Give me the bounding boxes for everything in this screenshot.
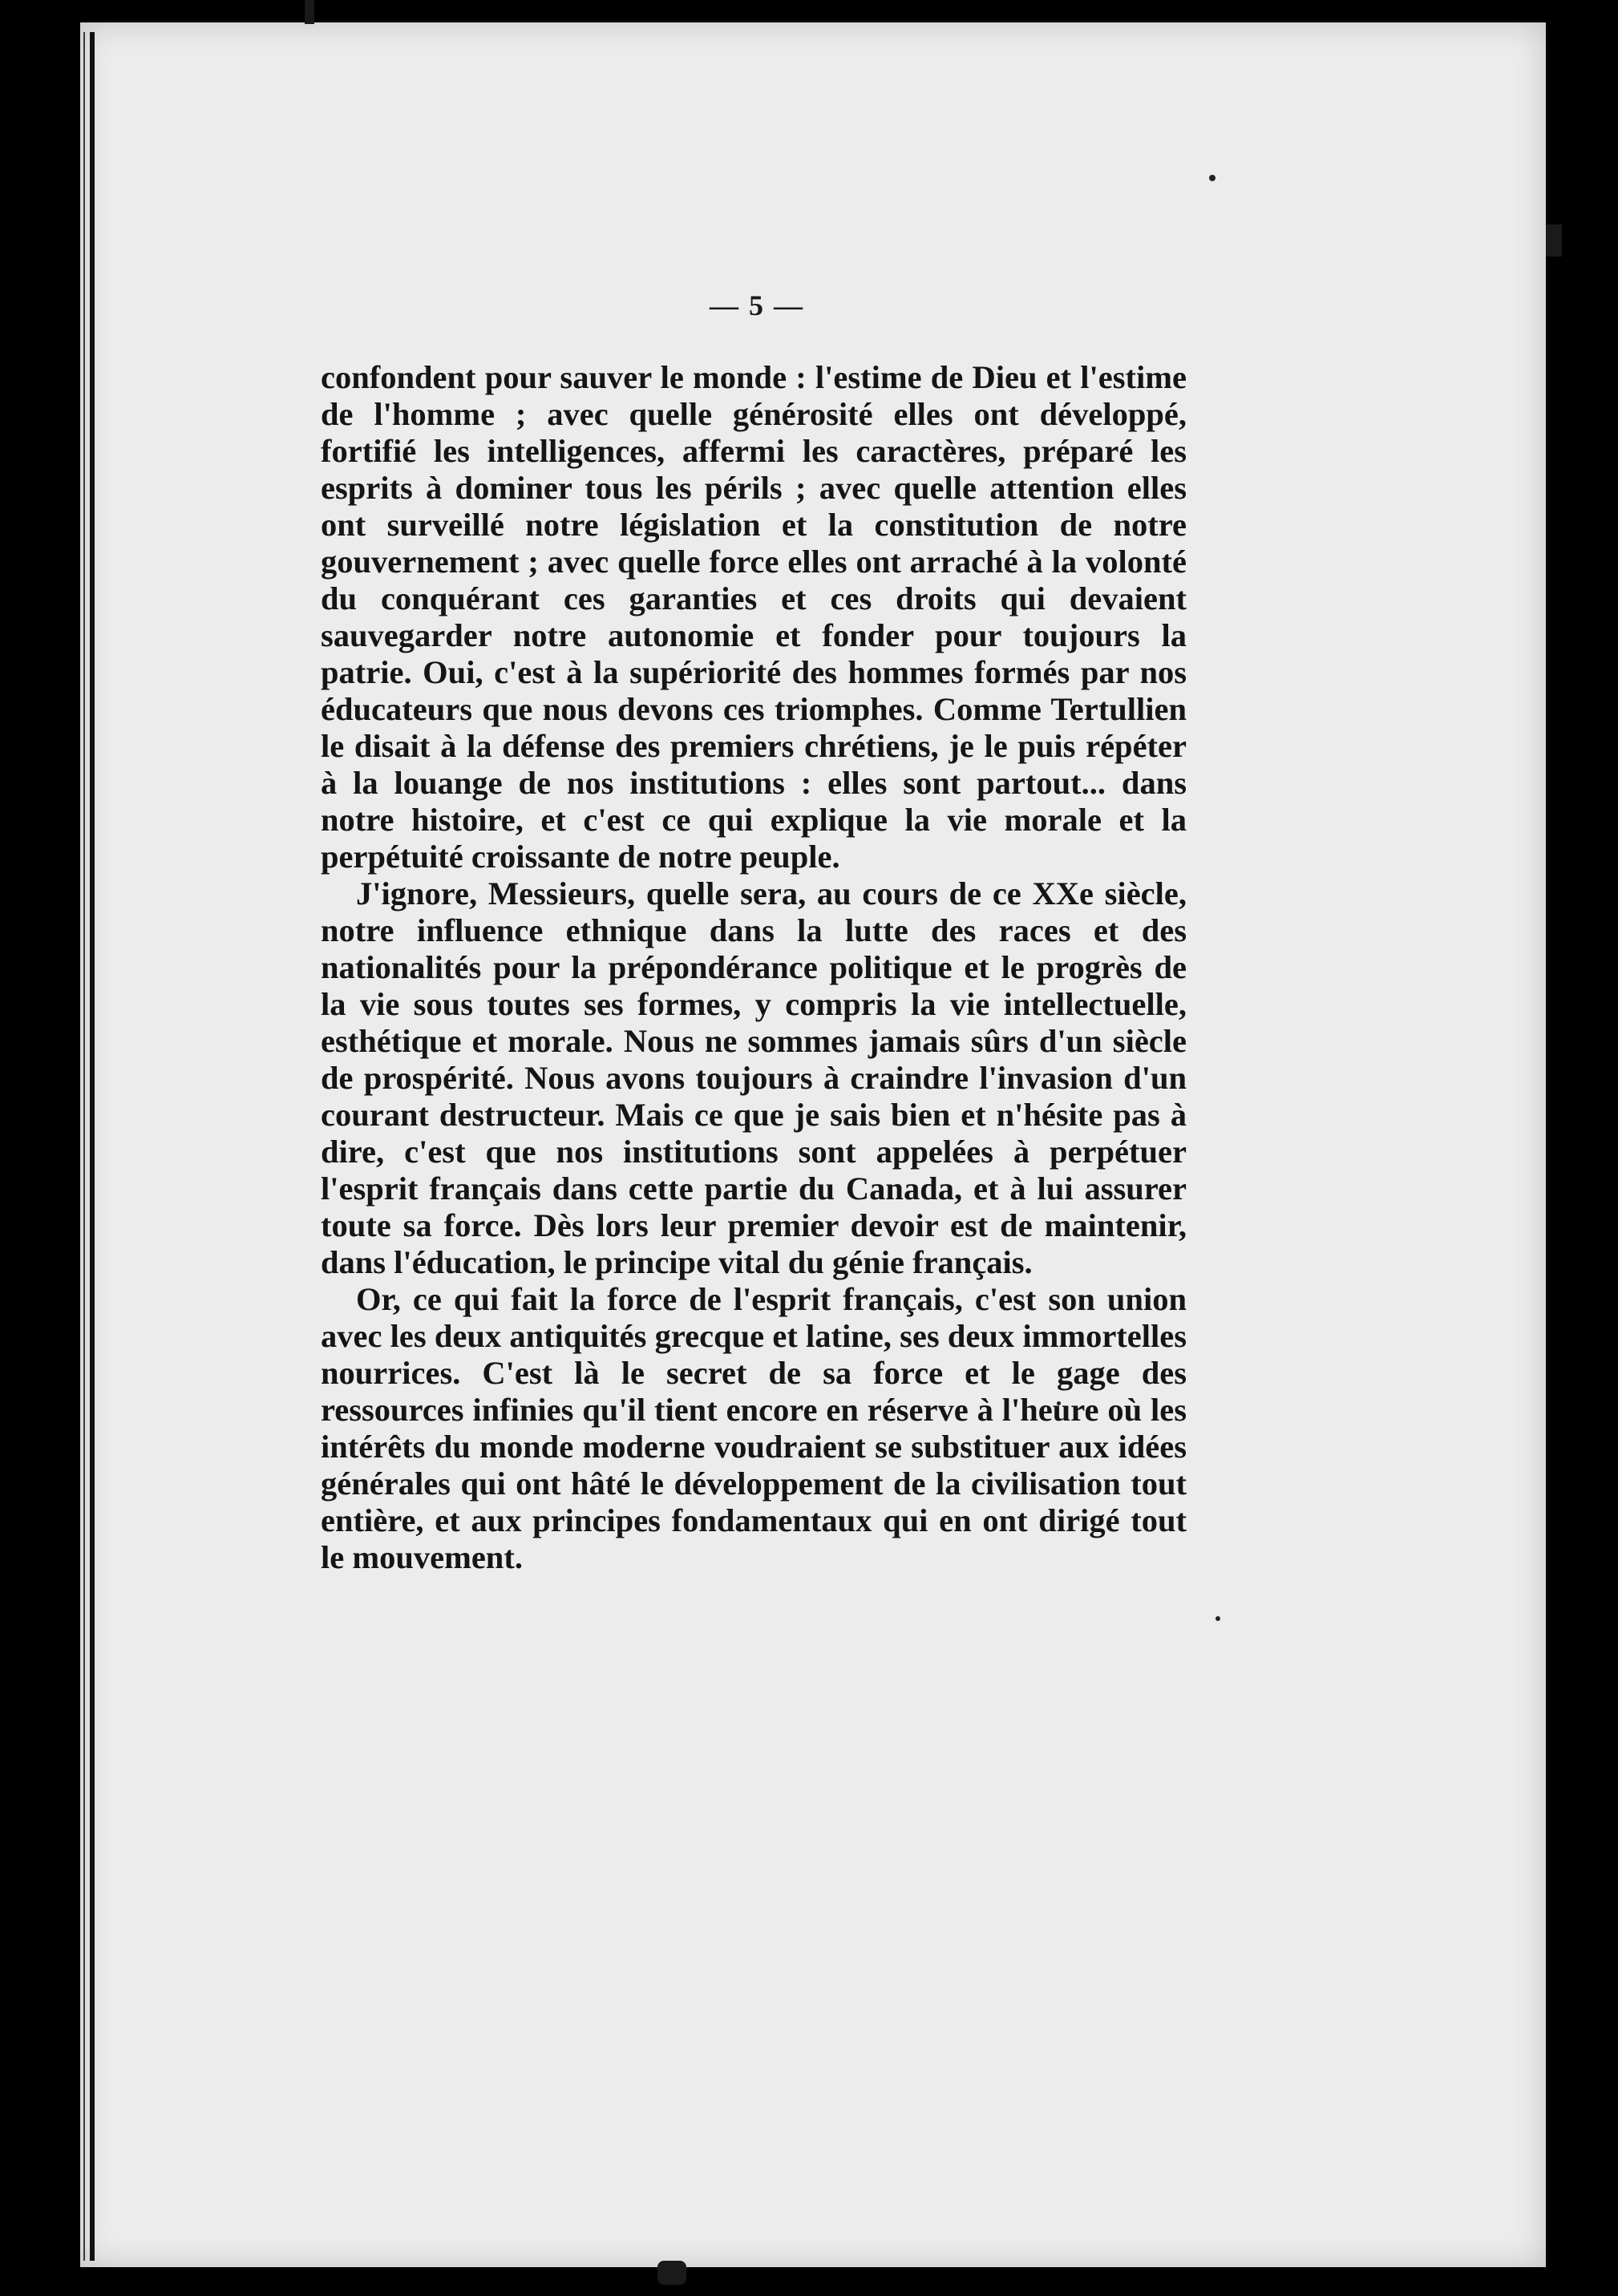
body-text <box>321 359 1187 1576</box>
paragraph: J'ignore, Messieurs, quelle sera, au cours de ce XXe siècle, notre influence ethnique dans la lutte des races et des nationalités pour la prépondérance politique et le progrès de la vie sous toutes ses formes, y compris la vie intellectuelle, esthétique et morale. Nous ne sommes jamais sûrs d'un siècle de prospérité. Nous avons toujours à craindre l'invasion d'un courant destructeur. Mais ce que je sais bien et n'hésite pas à dire, c'est que nos institutions sont appelées à perpétuer l'esprit français dans cette partie du Canada, et à lui assurer toute sa force. Dès lors leur premier devoir est de maintenir, dans l'éducation, le principe vital du génie français. <box>321 875 1187 1280</box>
page-number: — 5 — <box>710 289 804 321</box>
scan-mark-bottom <box>657 2261 686 2285</box>
scan-speck <box>1216 1616 1220 1621</box>
scan-mark-right <box>1546 224 1562 257</box>
paragraph: confondent pour sauver le monde : l'estime de Dieu et l'estime de l'homme ; avec quelle générosité elles ont développé, fortifié les intelligences, affermi les caractères, préparé les esprits à dominer tous les périls ; avec quelle attention elles ont surveillé notre législation et la constitution de notre gouvernement ; avec quelle force elles ont arraché à la volonté du conquérant ces garanties et ces droits qui devaient sauvegarder notre autonomie et fonder pour toujours la patrie. Oui, c'est à la supériorité des hommes formés par nos éducateurs que nous devons ces triomphes. Comme Tertullien le disait à la défense des premiers chrétiens, je le puis répéter à la louange de nos institutions : elles sont partout... dans notre histoire, et c'est ce qui explique la vie morale et la perpétuité croissante de notre peuple. <box>321 359 1187 875</box>
scan-mark-top <box>305 0 314 24</box>
binding-edge-thin <box>83 32 85 2261</box>
paragraph: Or, ce qui fait la force de l'esprit français, c'est son union avec les deux antiquités grecque et latine, ses deux immortelles nourrices. C'est là le secret de sa force et le gage des ressources infinies qu'il tient encore en réserve à l'heure où les intérêts du monde moderne voudraient se substituer aux idées générales qui ont hâté le développement de la civilisation tout entière, et aux principes fondamentaux qui en ont dirigé tout le mouvement. <box>321 1281 1187 1575</box>
binding-edge <box>90 32 95 2261</box>
scan-speck <box>1209 175 1216 181</box>
